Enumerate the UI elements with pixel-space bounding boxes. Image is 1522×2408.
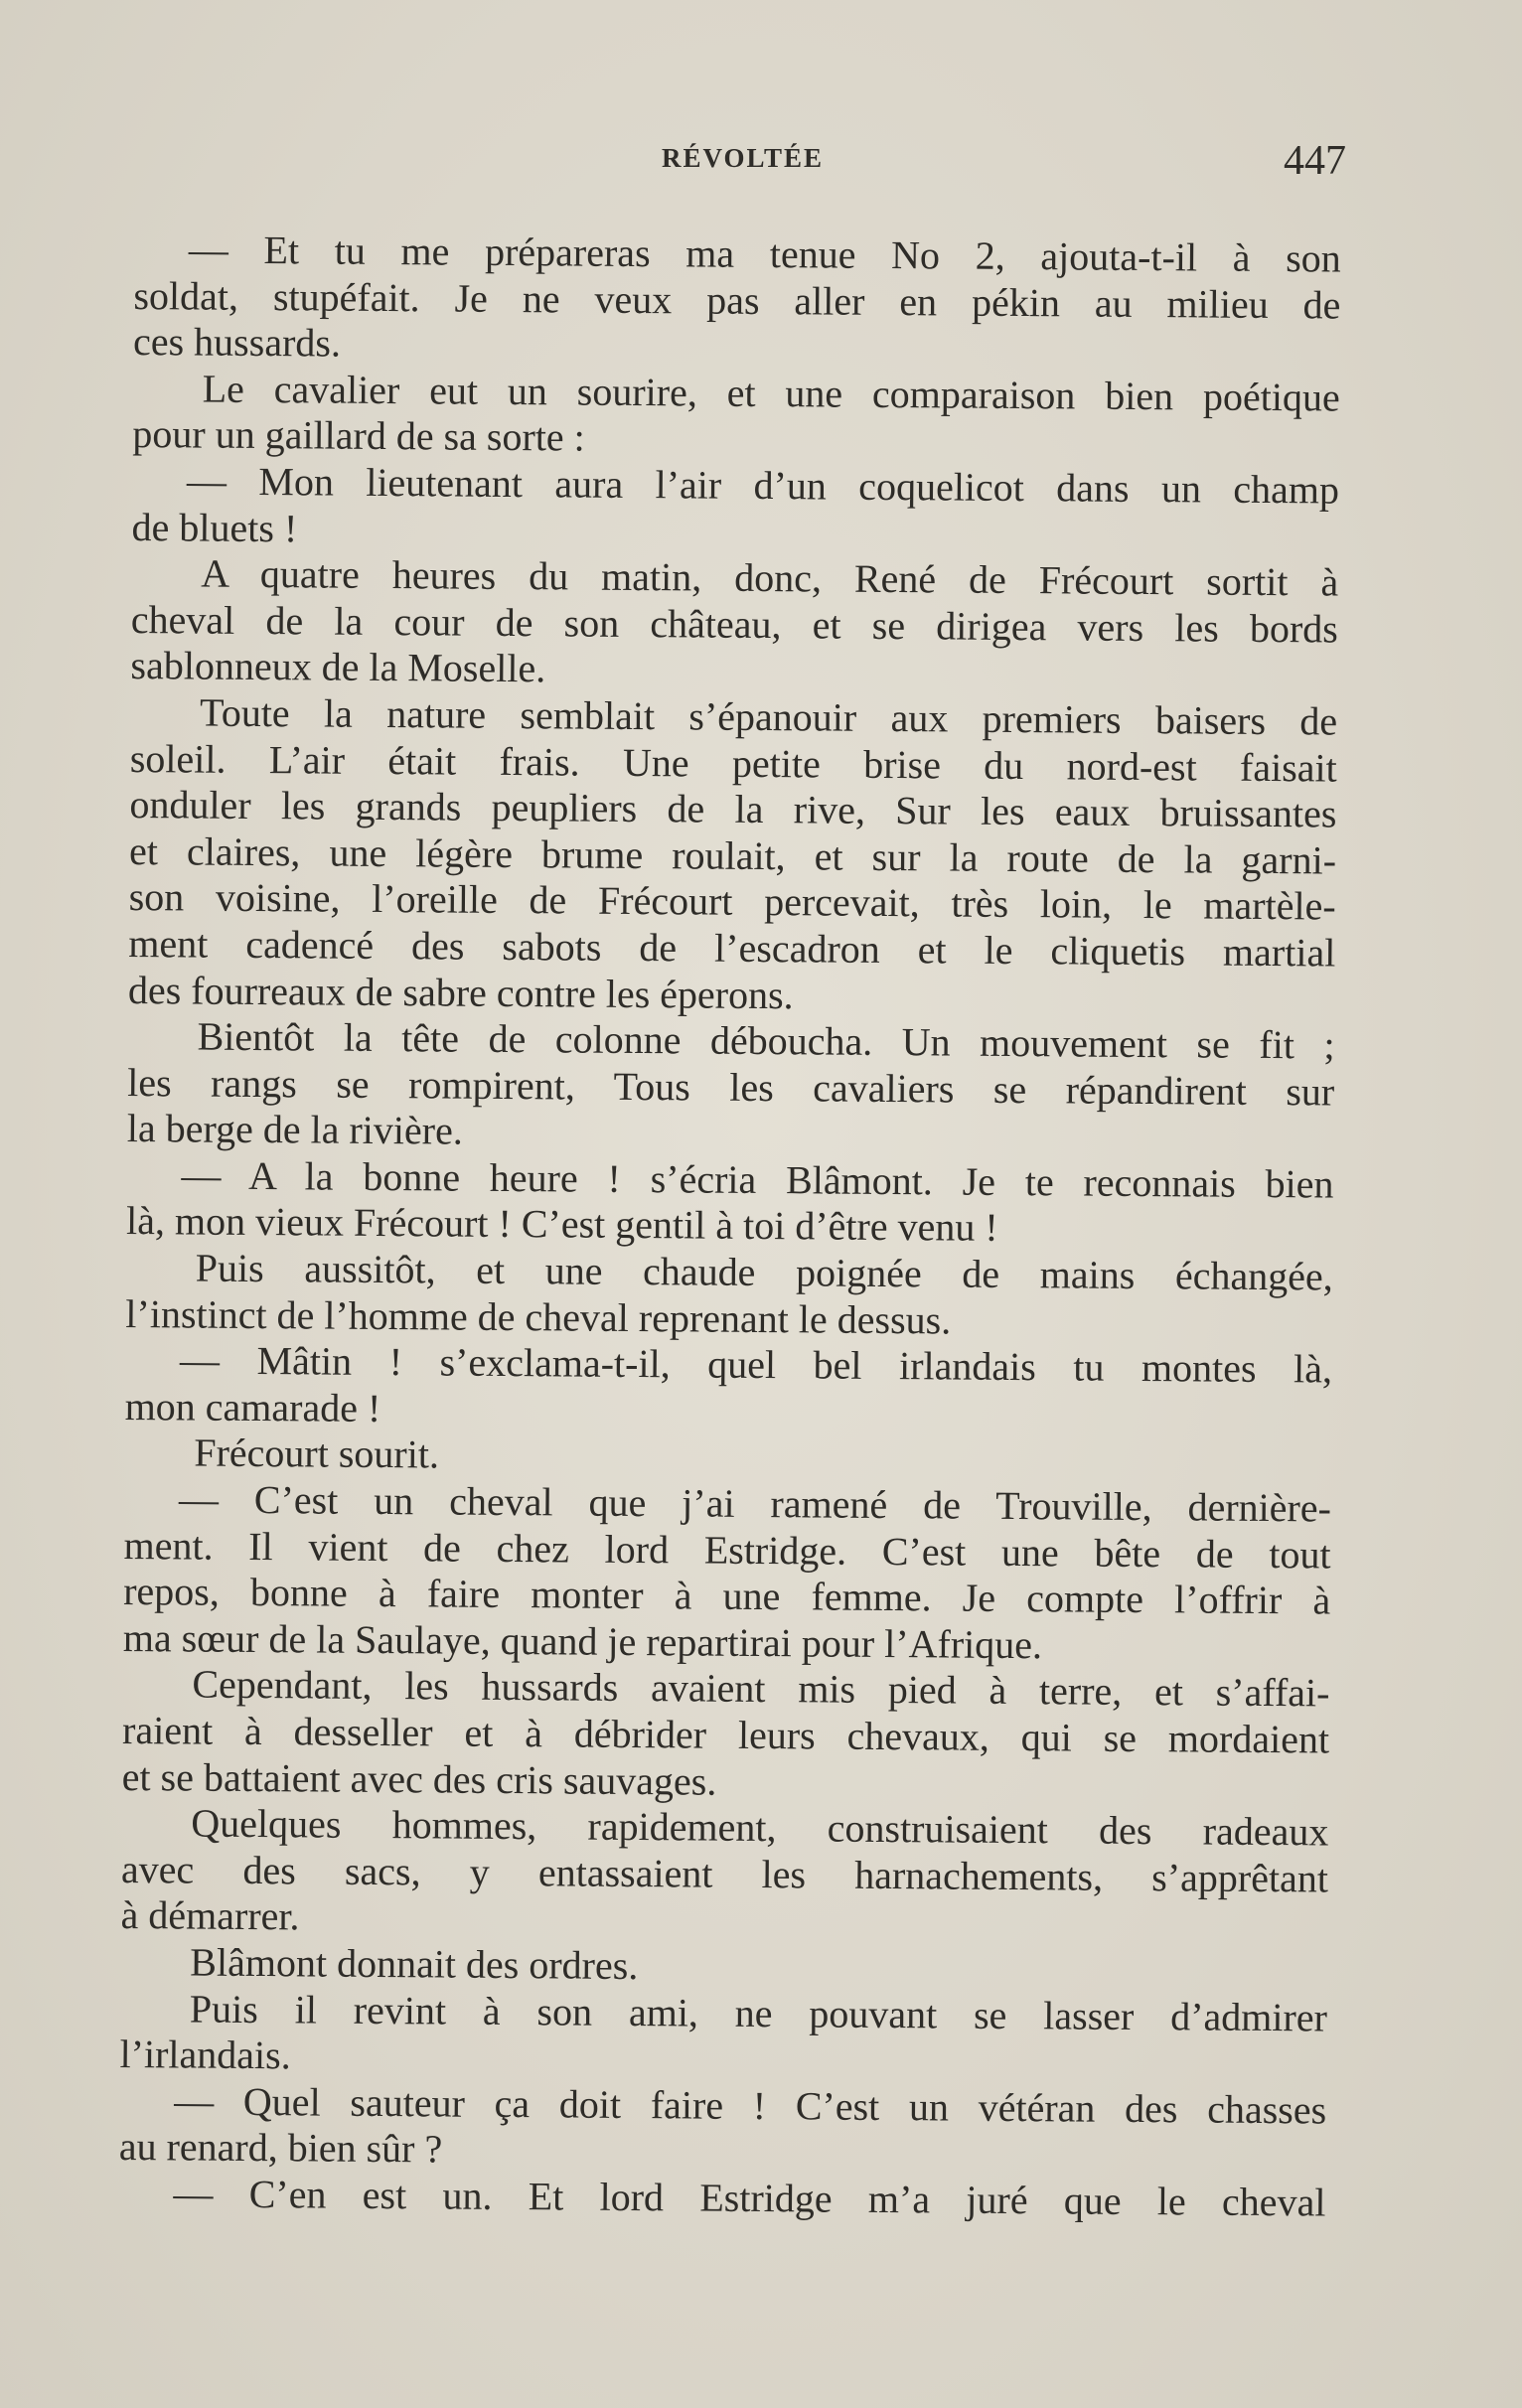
text-line: raient à desseller et à débrider leurs chevaux, qui se mordaient: [121, 1707, 1330, 1762]
text-line: l’instinct de l’homme de cheval reprenant le dessus.: [125, 1290, 952, 1343]
text-line: ment. Il vient de chez lord Estridge. C’est une bête de tout: [123, 1522, 1331, 1578]
text-line: — Et tu me prépareras ma tenue No 2, ajouta-t-il à son: [188, 226, 1341, 281]
text-line: — C’est un cheval que j’ai ramené de Trouville, dernière-: [178, 1476, 1332, 1531]
text-line: au renard, bien sûr ?: [118, 2124, 443, 2172]
text-line: là, mon vieux Frécourt ! C’est gentil à toi d’être venu !: [125, 1198, 998, 1251]
text-line: Toute la nature semblait s’épanouir aux premiers baisers de: [199, 689, 1338, 744]
text-line: la berge de la rivière.: [126, 1106, 464, 1153]
text-line: Puis aussitôt, et une chaude poignée de mains échangée,: [195, 1245, 1333, 1299]
text-line: Frécourt sourit.: [194, 1430, 440, 1477]
text-line: soldat, stupéfait. Je ne veux pas aller en pékin au milieu de: [133, 272, 1341, 328]
text-line: Cependant, les hussards avaient mis pied à terre, et s’affai-: [192, 1661, 1330, 1716]
text-line: Quelques hommes, rapidement, construisaient des radeaux: [191, 1800, 1329, 1855]
text-line: l’irlandais.: [119, 2032, 291, 2078]
text-line: les rangs se rompirent, Tous les cavaliers se répandirent sur: [127, 1059, 1335, 1115]
text-line: — Mon lieutenant aura l’air d’un coquelicot dans un champ: [186, 458, 1340, 513]
text-line: pour un gaillard de sa sorte :: [132, 411, 585, 460]
text-line: — Quel sauteur ça doit faire ! C’est un vétéran des chasses: [174, 2078, 1327, 2133]
text-line: des fourreaux de sabre contre les éperons.: [127, 967, 794, 1017]
text-line: repos, bonne à faire monter à une femme. Je compte l’offrir à: [123, 1569, 1331, 1623]
text-line: A quatre heures du matin, donc, René de Frécourt sortit à: [201, 550, 1339, 605]
running-title: RÉVOLTÉE: [662, 143, 825, 173]
text-line: Le cavalier eut un sourire, et une comparaison bien poétique: [202, 366, 1340, 420]
text-line: soleil. L’air était frais. Une petite brise du nord-est faisait: [129, 735, 1337, 791]
text-line: Bientôt la tête de colonne déboucha. Un mouvement se fit ;: [197, 1013, 1335, 1068]
text-line: avec des sacs, y entassaient les harnachements, s’apprêtant: [120, 1846, 1329, 1901]
text-line: — A la bonne heure ! s’écria Blâmont. Je te reconnais bien: [181, 1152, 1334, 1207]
text-line: et se battaient avec des cris sauvages.: [121, 1753, 717, 1804]
text-line: — C’en est un. Et lord Estridge m’a juré que le cheval: [173, 2171, 1326, 2225]
text-line: à démarrer.: [120, 1892, 300, 1939]
text-line: sablonneux de la Moselle.: [130, 643, 546, 691]
text-line: de bluets !: [131, 504, 298, 550]
text-line: ces hussards.: [132, 319, 342, 366]
text-line: onduler les grands peupliers de la rive, Sur les eaux bruissantes: [129, 782, 1337, 836]
text-line: — Mâtin ! s’exclama-t-il, quel bel irlandais tu montes là,: [179, 1337, 1333, 1392]
text-line: ma sœur de la Saulaye, quand je repartirai pour l’Afrique.: [122, 1614, 1043, 1668]
page-number: 447: [1284, 138, 1346, 184]
text-line: mon camarade !: [124, 1383, 381, 1430]
body-text: [118, 226, 1341, 2226]
text-line: ment cadencé des sabots de l’escadron et le cliquetis martial: [128, 920, 1336, 976]
text-line: cheval de la cour de son château, et se dirigea vers les bords: [130, 596, 1339, 652]
text-line: son voisine, l’oreille de Frécourt percevait, très loin, le martèle-: [128, 874, 1336, 929]
page-header: [0, 137, 1522, 197]
text-line: Puis il revint à son ami, ne pouvant se lasser d’admirer: [189, 1986, 1328, 2040]
text-line: Blâmont donnait des ordres.: [190, 1939, 639, 1989]
text-line: et claires, une légère brume roulait, et sur la route de la garni-: [128, 828, 1337, 883]
